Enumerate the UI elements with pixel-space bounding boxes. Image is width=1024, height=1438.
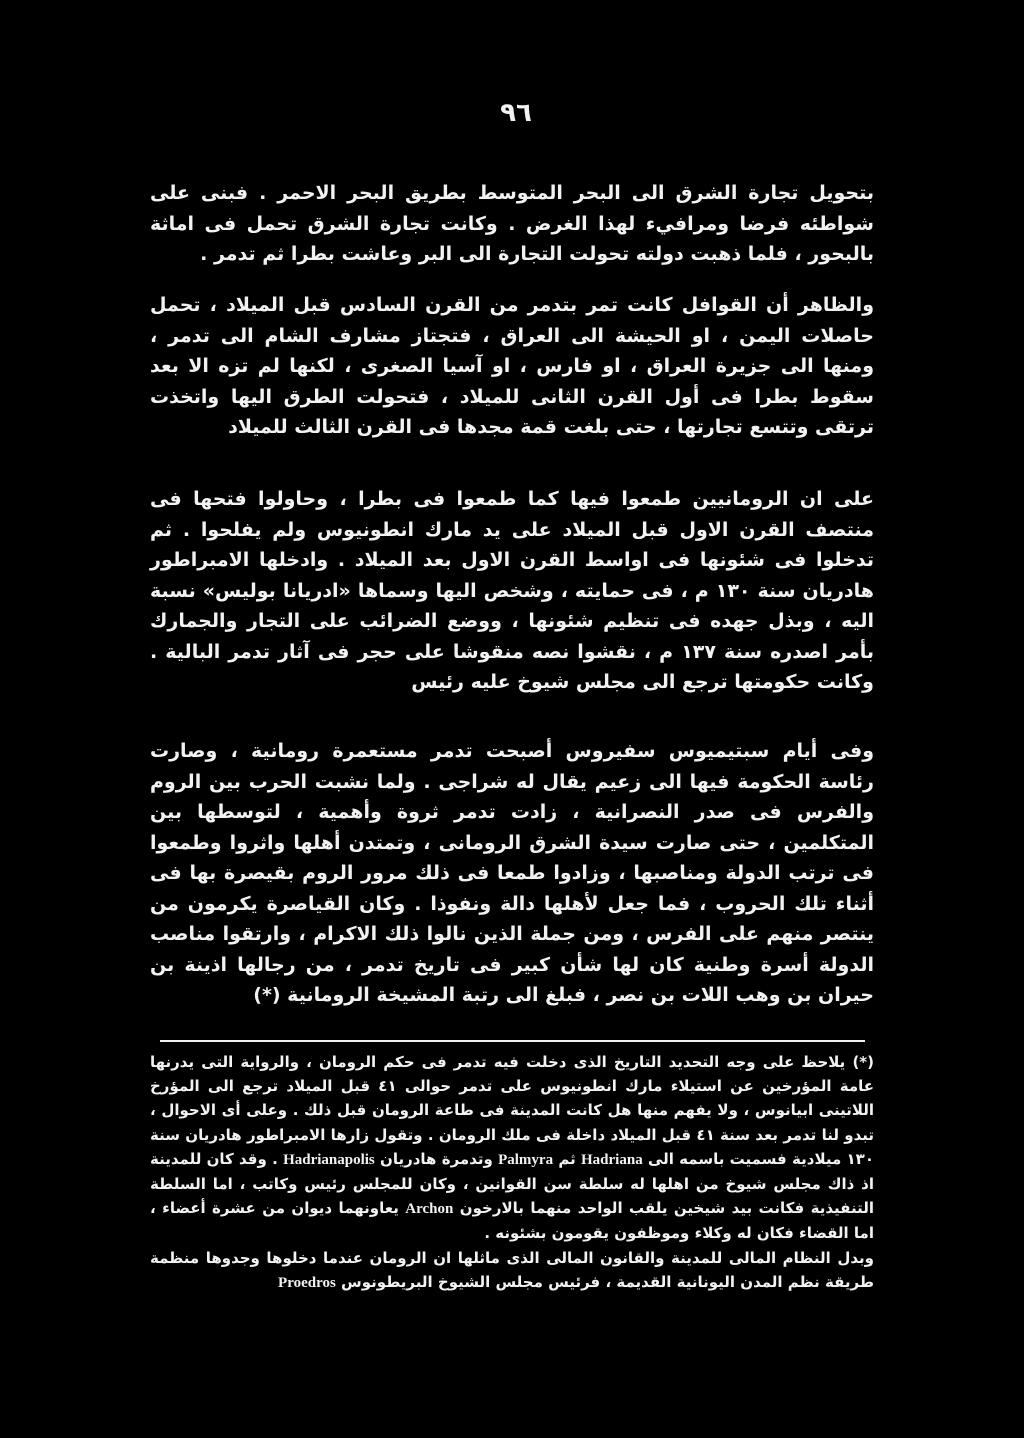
- footnote-paragraph-2: [150, 1246, 874, 1295]
- footnote-paragraph-1: [150, 1050, 874, 1246]
- footnote-latin-term: Archon: [405, 1201, 454, 1218]
- footnote-text: وتدمرة هادريان: [374, 1149, 493, 1168]
- page-number: ٩٦: [500, 98, 532, 128]
- paragraph-1: بتحويل تجارة الشرق الى البحر المتوسط بطريق البحر الاحمر . فبنى على شواطئه فرضا ومرافيء لهذا الغرض . وكانت تجارة الشرق تحمل فى اماثة بالبحور ، فلما ذهبت دولته تحولت التجارة الى البر وعاشت بطرا ثم تدمر .: [150, 182, 874, 265]
- footnote-text: يعاونهما ديوان من عشرة أعضاء ، اما القضاء فكان له وكلاء وموظفون يقومون بشئونه .: [150, 1199, 874, 1243]
- footnote-text: وبدل النظام المالى للمدينة والقانون المالى الذى ماثلها ان الرومان عندما دخلوها وجدوها منظمة طريقة نظم المدن اليونانية القديمة ، فرئيس مجلس الشيوخ البريطونوس: [150, 1248, 874, 1291]
- footnote-divider: [160, 1040, 865, 1042]
- footnotes: [150, 1050, 874, 1295]
- footnote-text: ثم: [553, 1149, 576, 1168]
- footnote-latin-term: Proedros: [278, 1274, 336, 1291]
- paragraph-3: على ان الرومانيين طمعوا فيها كما طمعوا فى بطرا ، وحاولوا فتحها فى منتصف القرن الاول قبل الميلاد على يد مارك انطونيوس ولم يفلحوا . ثم تدخلوا فى شئونها فى اواسط القرن الاول بعد الميلاد . وادخلها الامبراطور هادريان سنة ١٣٠ م ، فى حمايته ، وشخص اليها وسماها «ادريانا بوليس» نسبة اليه ، وبذل جهده فى تنظيم شئونها ، ووضع الضرائب على التجار والجمارك بأمر اصدره سنة ١٣٧ م ، نقشوا نصه منقوشا على حجر فى آثار تدمر البالية . وكانت حكومتها ترجع الى مجلس شيوخ عليه رئيس: [150, 488, 874, 693]
- footnote-latin-term: Palmyra: [498, 1151, 554, 1168]
- footnote-latin-term: Hadrianapolis: [283, 1151, 375, 1168]
- footnote-marker: (*): [852, 1053, 874, 1071]
- footnote-text: يلاحظ على وجه التحديد التاريخ الذى دخلت فيه تدمر فى حكم الرومان ، والرواية التى يدرنها عامة المؤرخين عن استيلاء مارك انطونيوس على تدمر حوالى ٤١ قبل الميلاد ترجع الى المؤرخ اللاتينى ابيانوس ، ولا يفهم منها هل كانت المدينة فى طاعة الرومان قبل ذلك . وعلى أى الاحوال ، تبدو لنا تدمر بعد سنة ٤١ قبل الميلاد داخلة فى ملك الرومان . وتقول زارها الامبراطور هادريان سنة ١٣٠ ميلادية فسميت باسمه الى: [150, 1053, 874, 1168]
- footnote-text: . وقد كان للمدينة اذ ذاك مجلس شيوخ من اهلها له سلطة سن القوانين ، وكان للمجلس رئيس وكاتب ، اما السلطة التنفيذية فكانت بيد شيخين يلقب الواحد منهما بالارخون: [150, 1149, 874, 1218]
- paragraph-4: وفى أيام سبتيميوس سفيروس أصبحت تدمر مستعمرة رومانية ، وصارت رئاسة الحكومة فيها الى زعيم يقال له شراجى . ولما نشبت الحرب بين الروم والفرس فى صدر النصرانية ، زادت تدمر ثروة وأهمية ، لتوسطها بين المتكلمين ، حتى صارت سيدة الشرق الرومانى ، وتمتدن أهلها واثروا وطمعوا فى ترتب الدولة ومناصبها ، وزادوا طمعا فى ذلك مرور الروم بقيصرة بها فى أثناء تلك الحروب ، فما جعل لأهلها دالة ونفوذا . وكان القياصرة يكرمون من ينتصر منهم على الفرس ، ومن جملة الذين نالوا ذلك الاكرام ، وارتقوا مناصب الدولة أسرة وطنية كان لها شأن كبير فى تاريخ تدمر ، من رجالها اذينة بن حيران بن وهب اللات بن نصر ، فبلغ الى رتبة المشيخة الرومانية (*): [150, 740, 874, 1006]
- paragraph-2: والظاهر أن القوافل كانت تمر بتدمر من القرن السادس قبل الميلاد ، تحمل حاصلات اليمن ، او الحيشة الى العراق ، فتجتاز مشارف الشام الى تدمر ، ومنها الى جزيرة العراق ، او فارس ، او آسيا الصغرى ، لكنها لم تزه الا بعد سقوط بطرا فى أول القرن الثانى للميلاد ، فتحولت الطرق اليها واتخذت ترتقى وتتسع تجارتها ، حتى بلغت قمة مجدها فى القرن الثالث للميلاد: [150, 294, 874, 438]
- footnote-latin-term: Hadriana: [581, 1151, 643, 1168]
